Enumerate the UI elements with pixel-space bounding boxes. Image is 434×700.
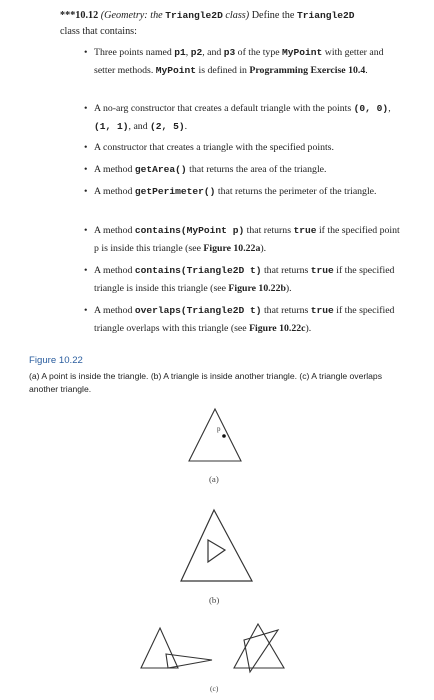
subfigure-label-c: (c) [210, 684, 219, 693]
bullet-get-area: • A method getArea() that returns the area of the triangle. [84, 164, 327, 175]
bullet-contains-triangle: • A method contains(Triangle2D t) that returns true if the specified triangle is inside this triangle (see Figure 10.22b). [84, 265, 395, 294]
exercise-intro-end: class that contains: [60, 26, 137, 37]
exercise-heading: ***10.12 (Geometry: the Triangle2D class) Define the Triangle2D class that contains: [60, 10, 355, 37]
inner-triangle [208, 540, 225, 562]
diagram-overlapping-triangles-left [138, 622, 218, 672]
bullet-contains-point: • A method contains(MyPoint p) that returns true if the specified point p is inside this triangle (see Figure 10.22a). [84, 225, 400, 254]
figure-caption: (a) A point is inside the triangle. (b) A triangle is inside another triangle. (c) A triangle overlaps another triangle. [29, 371, 383, 394]
diagram-triangle-in-triangle [178, 507, 256, 585]
figure-title: Figure 10.22 [29, 355, 83, 366]
class-name: Triangle2D [296, 10, 355, 21]
exercise-topic: (Geometry: the Triangle2D class) [100, 10, 250, 21]
outer-triangle [189, 409, 241, 461]
bullet-overlaps: • A method overlaps(Triangle2D t) that returns true if the specified triangle overlaps with this triangle (see Figure 10.22c). [84, 305, 395, 334]
bullet-get-perimeter: • A method getPerimeter() that returns the perimeter of the triangle. [84, 186, 377, 197]
triangle-a [141, 628, 178, 668]
diagram-overlapping-triangles-right [230, 618, 288, 674]
bullet-noarg-constructor: • A no-arg constructor that creates a default triangle with the points (0, 0), (1, 1), and (2, 5). [84, 103, 391, 132]
point-label: p [217, 425, 221, 433]
triangle-b [244, 630, 278, 672]
diagram-point-in-triangle [185, 405, 245, 465]
bullet-constructor: • A constructor that creates a triangle with the specified points. [84, 142, 334, 153]
exercise-number: ***10.12 [60, 10, 99, 21]
bullet-points: • Three points named p1, p2, and p3 of the type MyPoint with getter and setter methods. MyPoint is defined in Programming Exercise 10.4. [84, 47, 384, 76]
subfigure-label-a: (a) [209, 474, 219, 484]
point-marker [222, 434, 226, 438]
subfigure-label-b: (b) [209, 595, 220, 605]
